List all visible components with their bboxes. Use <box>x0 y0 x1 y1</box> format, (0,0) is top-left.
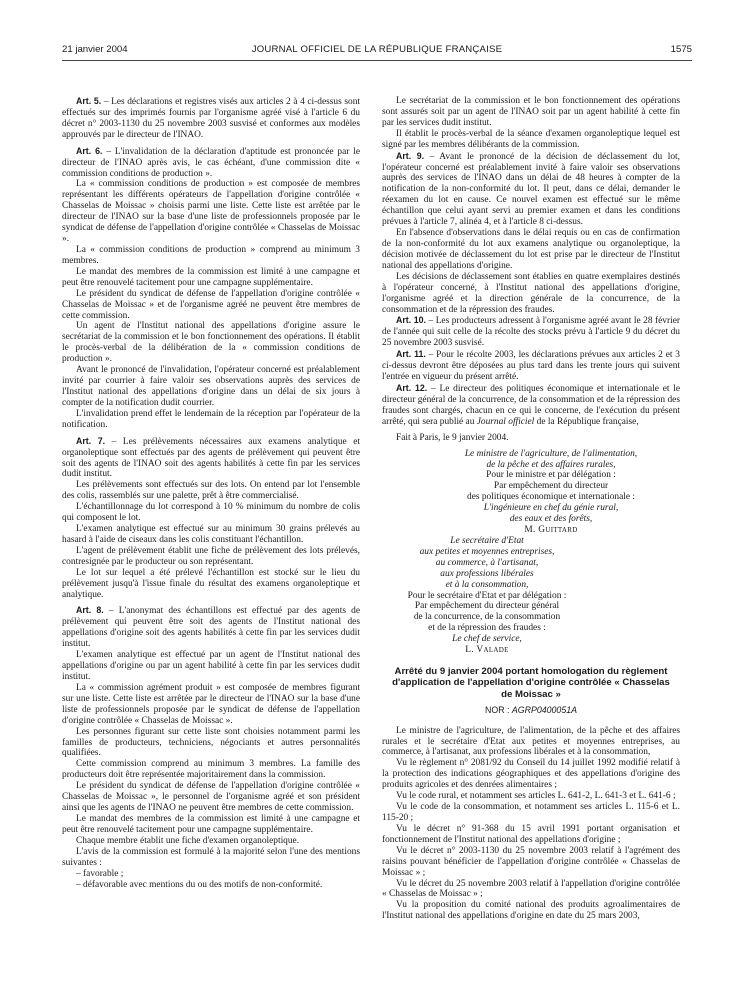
article-heading: Art. 9. <box>396 150 425 161</box>
paragraph: Les décisions de déclassement sont établies en quatre exemplaires destinés à l'opérateur concerné, à l'Institut national des appellations d'origine, l'organisme agréé et la direction générale de la concurrence, de la consommation et de la répression des fraudes. <box>382 271 680 315</box>
list-item: – défavorable avec mentions du ou des motifs de non-conformité. <box>76 879 323 890</box>
paragraph: Les personnes figurant sur cette liste sont choisies notamment parmi les familles de producteurs, techniciens, négociants et autres personnalités qualifiées. <box>62 726 360 759</box>
sig-line: et de la répression des fraudes : <box>428 623 546 634</box>
article-heading: Art. 5. <box>76 96 102 106</box>
article-10 <box>382 315 680 349</box>
paragraph: Le président du syndicat de défense de l'appellation d'origine contrôlée « Chasselas de Moissac » et de l'organisme agréé ne peuvent être membres de cette commission. <box>62 288 360 321</box>
sig-text: de la pêche et des affaires rurales, <box>486 459 616 470</box>
sig-text: L'ingénieure en chef du génie rural, <box>483 503 619 514</box>
article-heading: Art. 11. <box>396 349 426 360</box>
journal-officiel-italic: Journal officiel <box>476 416 535 427</box>
sig-line <box>422 460 680 471</box>
sig-line: Par empêchement du directeur général <box>414 601 560 612</box>
article-text: – L'invalidation de la déclaration d'aptitude est prononcée par le directeur de l'INAO après avis, le cas échéant, d'une commission dite « commission conditions de production ». <box>62 146 360 179</box>
article-text: – Le directeur des politiques économique et internationale et le directeur général de la concurrence, de la consommation et de la répression des fraudes sont chargés, chacun en ce qui le concerne, de l'exécution du présent arrêté, qui sera publié au <box>382 383 680 427</box>
article-heading: Art. 7. <box>76 435 106 446</box>
paragraph: L'échantillonnage du lot correspond à 10 % minimum du nombre de colis qui composent le lot. <box>62 502 360 524</box>
journal-title: JOURNAL OFFICIEL DE LA RÉPUBLIQUE FRANÇAISE <box>251 44 503 55</box>
article-text: – Les prélèvements nécessaires aux examens analytique et organoleptique sont effectués par des agents de prélèvement qui peuvent être soit des agents de l'INAO soit des agents habilités à cette fin par les services dudit institut. <box>62 436 361 480</box>
sig-line: Pour le ministre et par délégation : <box>486 470 616 481</box>
left-column <box>62 96 360 890</box>
sig-line <box>382 580 592 591</box>
decree-title: Arrêté du 9 janvier 2004 portant homologation du règlement d'application de l'appellation d'origine contrôlée « Chasselas de Moissac » <box>392 666 670 700</box>
sig-line <box>382 547 592 558</box>
paragraph: Le lot sur lequel a été prélevé l'échantillon est stocké sur le lieu du prélèvement jusqu'à l'issue finale du résultat des examens organoleptique et analytique. <box>62 567 360 600</box>
article-heading: Art. 8. <box>76 605 104 616</box>
page-header <box>62 44 692 58</box>
sig-line: des politiques économique et internationale : <box>467 492 635 503</box>
article-12 <box>382 383 680 428</box>
article-text: – L'anonymat des échantillons est effectué par des agents de prélèvement qui peuvent être soit des agents de l'Institut national des appellations d'origine soit des agents habilités à cette fin par les services dudit institut. <box>62 606 361 650</box>
article-11 <box>382 349 680 383</box>
article-6 <box>62 146 360 180</box>
sig-line <box>422 449 680 460</box>
nor-label: NOR : <box>485 704 512 715</box>
paragraph: Il établit le procès-verbal de la séance d'examen organoleptique lequel est signé par les membres délibérants de la commission. <box>382 128 680 150</box>
paragraph: L'avis de la commission est formulé à la majorité selon l'une des mentions suivantes : <box>62 846 360 868</box>
paragraph: Chaque membre établit une fiche d'examen organoleptique. <box>76 835 300 846</box>
sig-text: aux professions libérales <box>440 568 534 579</box>
paragraph: Avant le prononcé de l'invalidation, l'opérateur concerné est préalablement invité par courrier à faire valoir ses observations auprès des services de l'Institut national des appellations d'origine dans un délai de six jours à compter de la notification dudit courrier. <box>62 365 360 408</box>
sig-text: et à la consommation, <box>445 579 529 590</box>
paragraph: Les prélèvements sont effectués sur des lots. On entend par lot l'ensemble des colis, rassemblés sur une palette, prêt à être commercialisé. <box>62 480 360 502</box>
sig-line <box>422 525 680 536</box>
paragraph: Un agent de l'Institut national des appellations d'origine assure le secrétariat de la commission et le bon fonctionnement des opérations. Il établit le procès-verbal de la délibération de la « commission conditions de production ». <box>62 321 360 365</box>
article-text: – Avant le prononcé de la décision de déclassement du lot, l'opérateur concerné est préalablement invité à faire valoir ses observations auprès des services de l'INAO dans un délai de 48 heures à compter de la notification de la non-conformité du lot. Il peut, dans ce délai, demander le réexamen du lot en cause. Ce nouvel examen est effectué sur le même échantillon que celui ayant servi au premier examen et dans les conditions prévues à l'article 7, alinéa 4, et à l'article 8 ci-dessus. <box>382 151 680 228</box>
sig-text: des eaux et des forêts, <box>509 514 593 525</box>
issue-date: 21 janvier 2004 <box>62 44 128 55</box>
sig-line <box>422 514 680 525</box>
article-text: – Les déclarations et registres visés aux articles 2 à 4 ci-dessus sont effectués sur des imprimés fournis par l'organisme agréé visé à l'article 6 du décret n° 2003-1130 du 25 novembre 2003 susvisé et conformes aux modèles approuvés par le directeur de l'INAO. <box>62 97 360 140</box>
article-9 <box>382 151 680 228</box>
signatory-name: M. Guittard <box>524 525 578 536</box>
paragraph: L'agent de prélèvement établit une fiche de prélèvement des lots prélevés, contresignée par le producteur ou son représentant. <box>62 545 360 567</box>
paragraph: L'examen analytique est effectué par un agent de l'Institut national des appellations d'origine ou par un agent habilité à cette fin par les services dudit institut. <box>62 650 360 683</box>
sig-line: Par empêchement du directeur <box>493 481 609 492</box>
article-heading: Art. 6. <box>76 145 103 156</box>
signature-block-secretary <box>382 536 592 656</box>
page-number: 1575 <box>670 44 692 55</box>
sig-text: Le ministre de l'agriculture, de l'alimentation, <box>464 448 638 459</box>
citation: Vu le code rural, et notamment ses articles L. 641-2, L. 641-3 et L. 641-6 ; <box>396 791 676 802</box>
citation: Vu le décret n° 91-368 du 15 avril 1991 portant organisation et fonctionnement de l'Institut national des appellations d'origine ; <box>382 823 680 845</box>
sig-text: aux petites et moyennes entreprises, <box>419 546 555 557</box>
sig-text: au commerce, à l'artisanat, <box>435 557 539 568</box>
paragraph: Cette commission comprend au minimum 3 membres. La famille des producteurs doit être représentée majoritairement dans la commission. <box>62 759 360 781</box>
sig-line <box>382 634 592 645</box>
sig-text: Le secrétaire d'Etat <box>450 535 524 546</box>
article-8 <box>62 605 360 650</box>
paragraph: Le mandat des membres de la commission est limité à une campagne et peut être renouvelé tacitement pour une campagne supplémentaire. <box>62 266 360 288</box>
sig-line: Pour le secrétaire d'Etat et par délégation : <box>407 590 567 601</box>
signing-place-date: Fait à Paris, le 9 janvier 2004. <box>396 432 509 443</box>
citation: Vu le décret du 25 novembre 2003 relatif à l'appellation d'origine contrôlée « Chasselas de Moissac » ; <box>382 878 680 900</box>
paragraph: En l'absence d'observations dans le délai requis ou en cas de confirmation de la non-conformité du lot aux examens analytique ou organoleptique, la décision motivée de déclassement du lot est prise par le directeur de l'Institut national des appellations d'origine. <box>382 228 680 271</box>
header-rule <box>62 60 692 61</box>
paragraph: La « commission conditions de production » est composée de membres représentant les différents opérateurs de l'appellation d'origine contrôlée « Chasselas de Moissac » choisis parmi une liste. Cette liste est arrêtée par le directeur de l'INAO sur la base d'une liste de professionnels proposée par le syndicat de défense de l'appellation d'origine contrôlée « Chasselas de Moissac ». <box>62 179 360 245</box>
article-heading: Art. 10. <box>396 315 426 326</box>
sig-line <box>382 569 592 580</box>
paragraph: La « commission conditions de production » comprend au minimum 3 membres. <box>62 244 360 266</box>
article-7 <box>62 436 360 481</box>
citation: Vu le décret n° 2003-1130 du 25 novembre 2003 relatif à l'agrément des raisins pouvant bénéficier de l'appellation d'origine contrôlée « Chasselas de Moissac » ; <box>382 845 680 878</box>
article-text: – Pour le récolte 2003, les déclarations prévues aux articles 2 et 3 ci-dessus devront être déposées au plus tard dans les trente jours qui suivent l'entrée en vigueur du présent arrêté. <box>382 350 680 383</box>
nor-code: AGRP0400051A <box>511 704 577 715</box>
article-text: de la République française, <box>534 416 639 427</box>
sig-line <box>382 558 592 569</box>
signatory-name: L. Valade <box>465 645 509 656</box>
paragraph: L'examen analytique est effectué sur au minimum 30 grains prélevés au hasard à l'aide de ciseaux dans les colis constituant l'échantillon. <box>62 524 360 545</box>
sig-text: Le chef de service, <box>452 634 522 645</box>
paragraph: Le président du syndicat de défense de l'appellation d'origine contrôlée « Chasselas de Moissac », le personnel de l'organisme agréé et son président ainsi que les agents de l'INAO ne peuvent être membres de cette commission. <box>62 781 360 814</box>
right-column <box>382 96 680 922</box>
paragraph: L'invalidation prend effet le lendemain de la réception par l'opérateur de la notification. <box>62 408 360 430</box>
sig-line: de la concurrence, de la consommation <box>413 612 561 623</box>
article-5 <box>62 96 360 141</box>
list-item: – favorable ; <box>76 868 124 879</box>
preamble: Le ministre de l'agriculture, de l'alimentation, de la pêche et des affaires rurales et le secrétaire d'Etat aux petites et moyennes entreprises, au commerce, à l'artisanat, aux professions libérales et à la consommation, <box>382 725 680 758</box>
signature-block-minister <box>382 449 680 536</box>
paragraph: Le secrétariat de la commission et le bon fonctionnement des opérations sont assurés soit par un agent de l'INAO soit par un agent habilité à cette fin par les services dudit institut. <box>382 96 680 128</box>
paragraph: La « commission agrément produit » est composée de membres figurant sur une liste. Cette liste est arrêtée par le directeur de l'INAO sur la base d'une liste de professionnels proposée par le syndicat de défense de l'appellation d'origine contrôlée « Chasselas de Moissac ». <box>62 682 360 726</box>
paragraph: Le mandat des membres de la commission est limité à une campagne et peut être renouvelé tacitement pour une campagne supplémentaire. <box>62 814 360 835</box>
sig-line <box>422 503 680 514</box>
article-heading: Art. 12. <box>396 382 428 393</box>
citation: Vu le règlement n° 2081/92 du Conseil du 14 juillet 1992 modifié relatif à la protection des indications géographiques et des appellations d'origine des produits agricoles et des denrées alimentaires ; <box>382 758 680 791</box>
sig-line <box>382 645 592 656</box>
citation: Vu le code de la consommation, et notamment ses articles L. 115-6 et L. 115-20 ; <box>382 802 680 823</box>
article-text: – Les producteurs adressent à l'organisme agréé avant le 28 février de l'année qui suit celle de la récolte des stocks prévu à l'article 9 du décret du 25 novembre 2003 susvisé. <box>382 316 681 349</box>
nor-reference <box>382 705 680 716</box>
sig-line <box>382 536 592 547</box>
citation: Vu la proposition du comité national des produits agroalimentaires de l'Institut national des appellations d'origine en date du 25 mars 2003, <box>382 900 680 922</box>
